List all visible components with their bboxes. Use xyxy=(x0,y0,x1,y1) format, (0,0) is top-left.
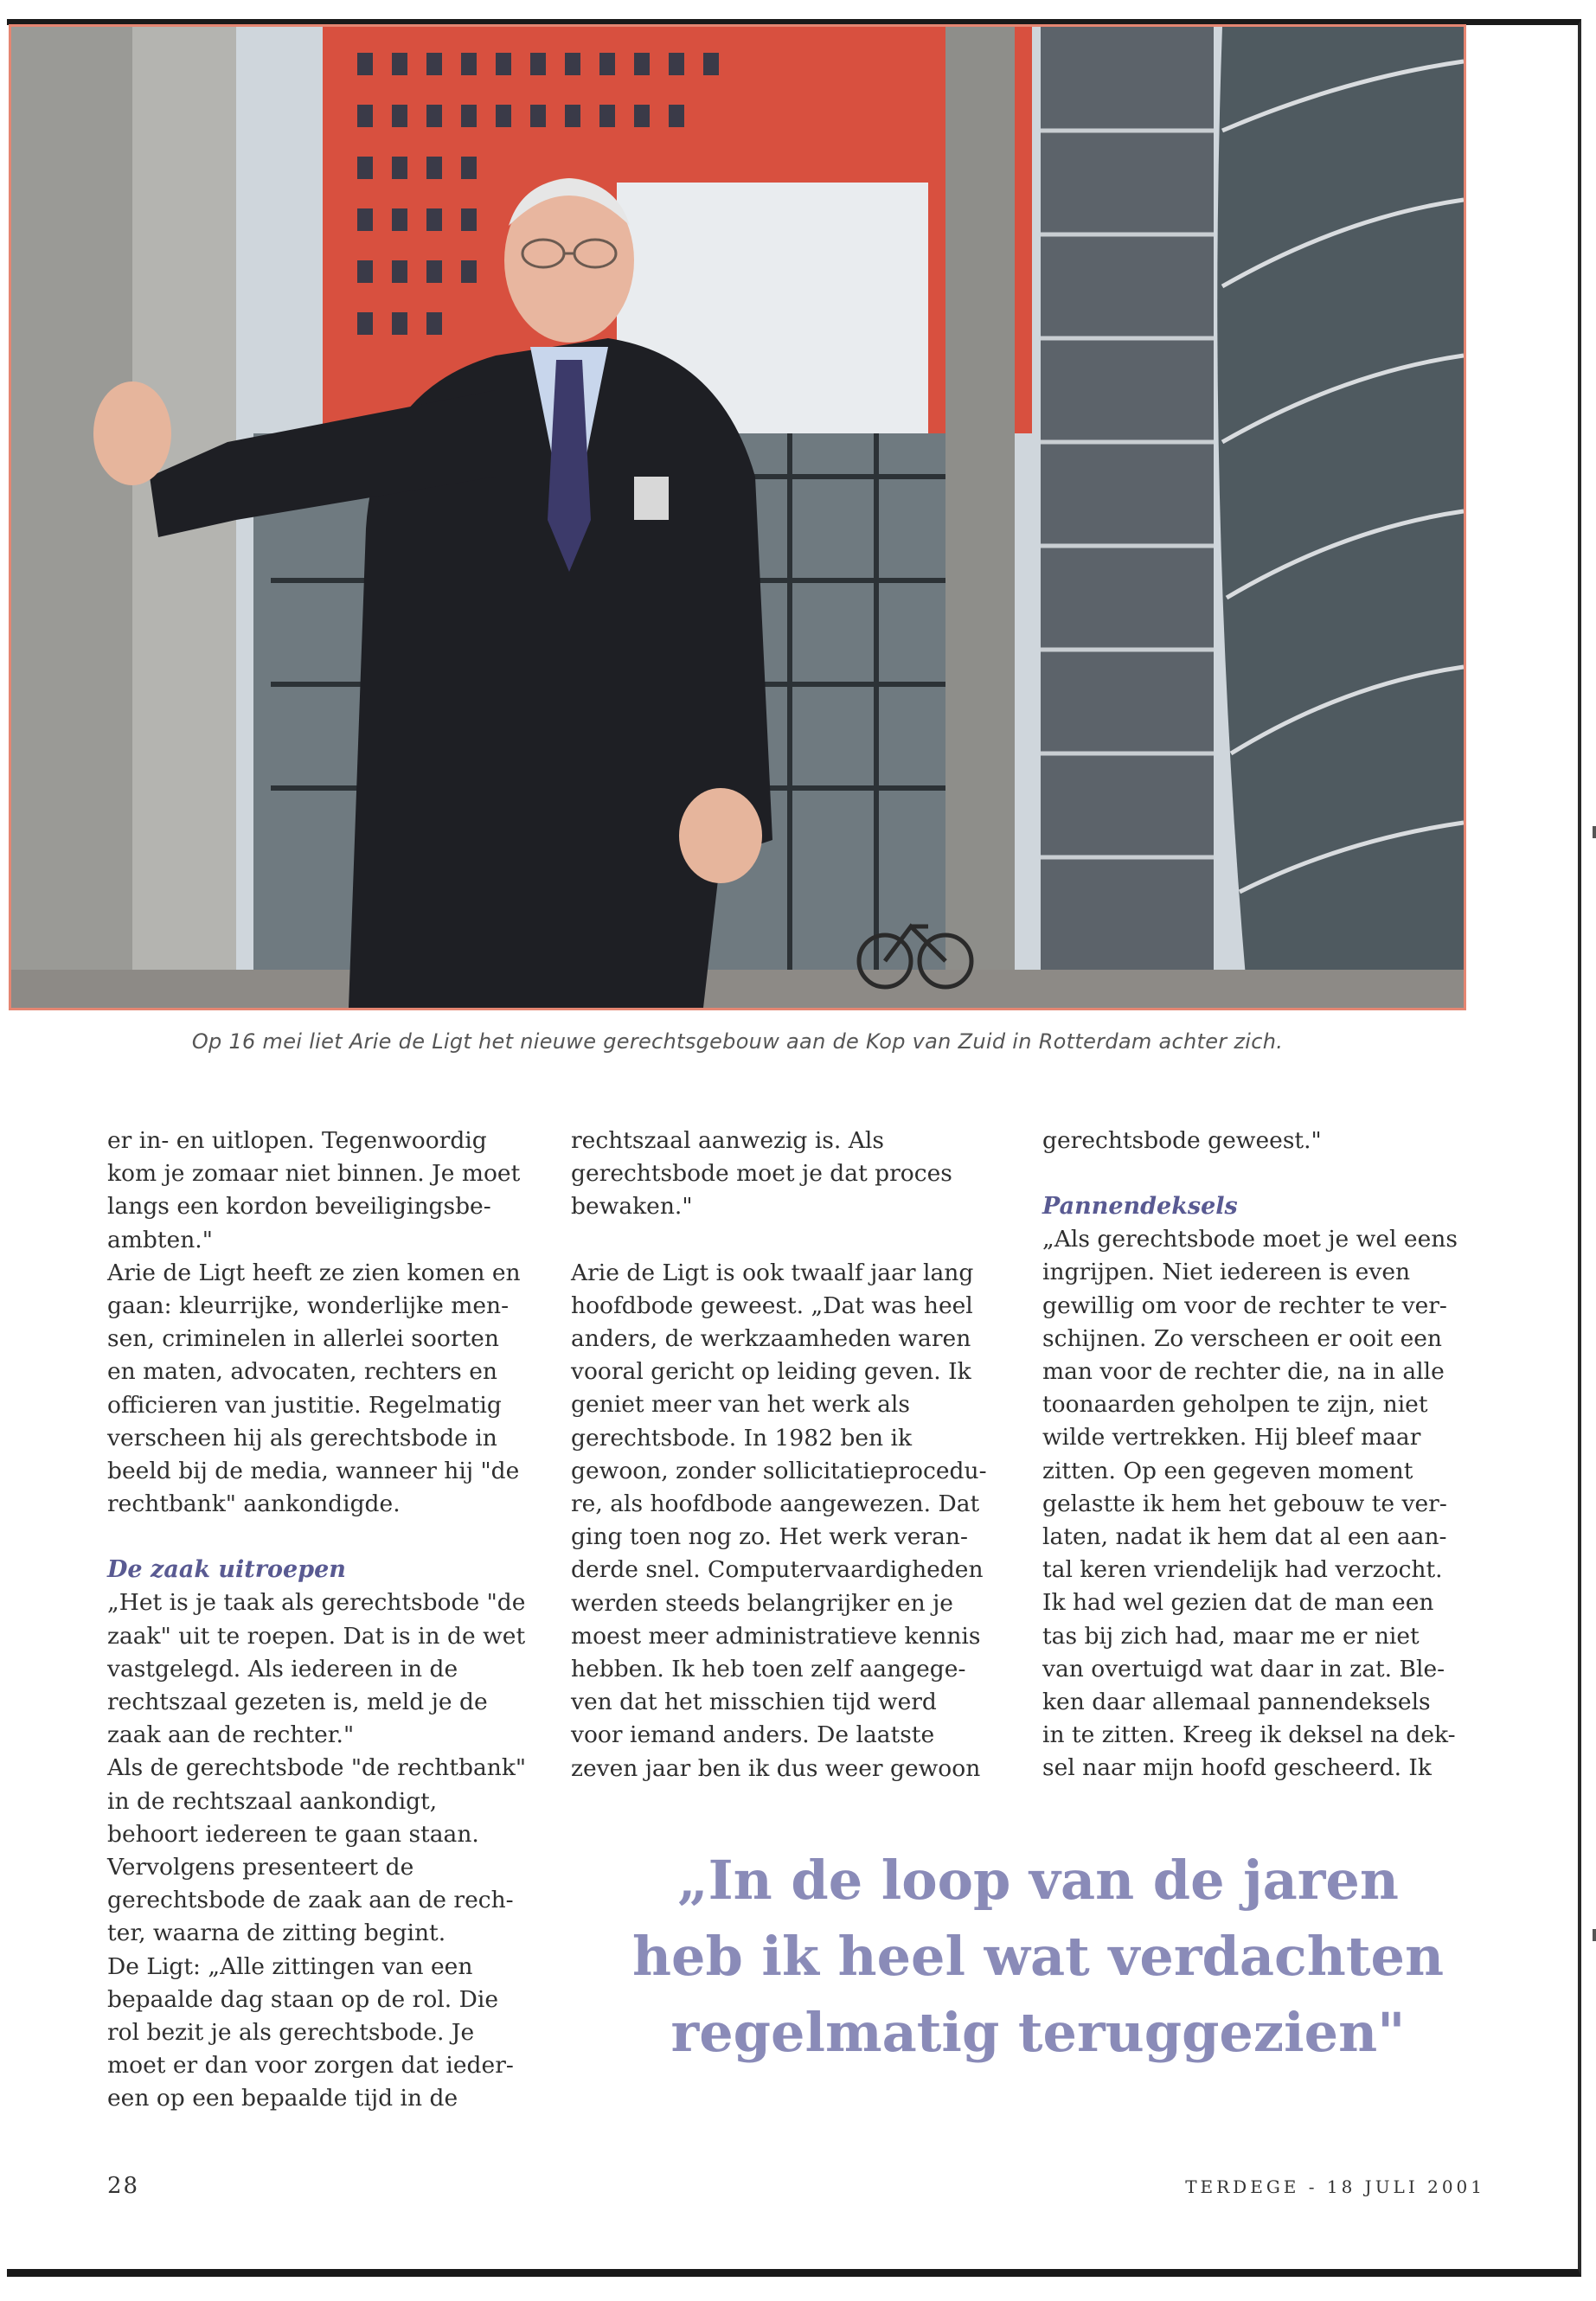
body-paragraph: Arie de Ligt is ook twaalf jaar lang hoofdbode geweest. „Dat was heel anders, de werkzaamheden waren vooral gericht op leiding geven. Ik geniet meer van het werk als gerechtsbode. In 1982 ben ik gewoon, zonder sollicitatieprocedu- re, als hoofdbode aangewezen. Dat ging toen nog zo. Het werk veran- derde snel. Computervaardigheden werden steeds belangrijker en je moest meer administratieve kennis hebben. Ik heb toen zelf aangege- ven dat het misschien tijd werd voor iemand anders. De laatste zeven jaar ben ik dus weer gewoon xyxy=(571,1259,987,1782)
edge-mark xyxy=(1593,1929,1596,1941)
masthead-date: TERDEGE - 18 JULI 2001 xyxy=(1185,2176,1485,2197)
body-paragraph: rechtszaal aanwezig is. Als gerechtsbode moet je dat proces bewaken." xyxy=(571,1127,952,1221)
pull-quote: „In de loop van de jaren heb ik heel wat verdachten regelmatig teruggezien" xyxy=(631,1849,1445,2064)
body-paragraph: er in- en uitlopen. Tegenwoordig kom je zomaar niet binnen. Je moet langs een kordon beveiligingsbe- ambten." Arie de Ligt heeft ze zien komen en gaan: kleurrijke, wonderlijke men- sen, criminelen in allerlei soorten en maten, advocaten, rechters en officieren van justitie. Regelmatig verscheen hij als gerechtsbode in beeld bij de media, wanneer hij "de rechtbank" aankondigde. xyxy=(107,1127,521,1518)
column-1 xyxy=(107,1125,557,2116)
edge-mark xyxy=(1593,826,1596,838)
body-paragraph: „Het is je taak als gerechtsbode "de zaak" uit te roepen. Dat is in de wet vastgelegd. Als iedereen in de rechtszaal gezeten is, meld je de zaak aan de rechter." Als de gerechtsbode "de rechtbank" in de rechtszaal aankondigt, behoort iedereen te gaan staan. Vervolgens presenteert de gerechtsbode de zaak aan de rech- ter, waarna de zitting begint. De Ligt: „Alle zittingen van een bepaalde dag staan op de rol. Die rol bezit je als gerechtsbode. Je moet er dan voor zorgen dat ieder- een op een bepaalde tijd in de xyxy=(107,1589,527,2112)
body-paragraph: „Als gerechtsbode moet je wel eens ingrijpen. Niet iedereen is even gewillig om voor de rechter te ver- schijnen. Zo verscheen er ooit een man voor de rechter die, na in alle toonaarden geholpen te zijn, niet wilde vertrekken. Hij bleef maar zitten. Op een gegeven moment gelastte ik hem het gebouw te ver- laten, nadat ik hem dat al een aan- tal keren vriendelijk had verzocht. Ik had wel gezien dat de man een tas bij zich had, maar me er niet van overtuigd wat daar in zat. Ble- ken daar allemaal pannendeksels in te zitten. Kreeg ik deksel na dek- sel naar mijn hoofd gescheerd. Ik xyxy=(1042,1226,1458,1782)
body-paragraph: gerechtsbode geweest." xyxy=(1042,1127,1322,1154)
section-heading: Pannendeksels xyxy=(1042,1193,1238,1221)
column-2 xyxy=(571,1125,1003,1785)
section-heading: De zaak uitroepen xyxy=(107,1556,346,1584)
column-3 xyxy=(1042,1125,1475,1785)
article-photo xyxy=(9,24,1466,1010)
portrait-photo-icon xyxy=(11,27,1464,1008)
page-number: 28 xyxy=(107,2173,140,2199)
photo-caption: Op 16 mei liet Arie de Ligt het nieuwe gerechtsgebouw aan de Kop van Zuid in Rotterdam achter zich. xyxy=(191,1029,1284,1054)
